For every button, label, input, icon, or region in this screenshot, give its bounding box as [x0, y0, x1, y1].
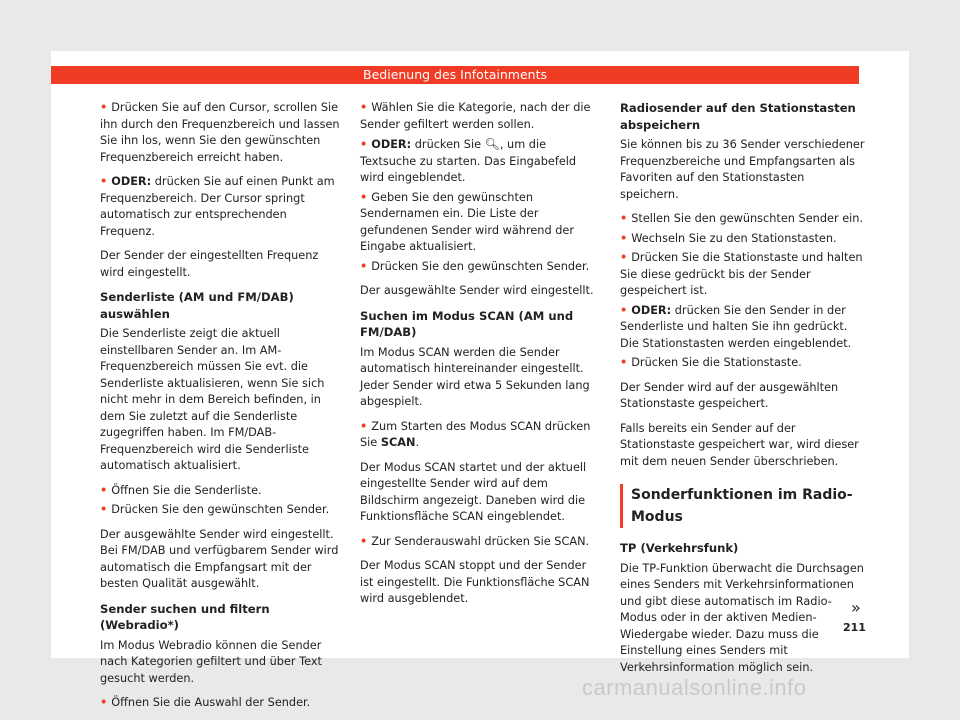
- list-item: • Drücken Sie den gewünschten Sender.: [100, 502, 340, 519]
- search-icon: 🔍︎: [484, 137, 500, 151]
- paragraph: Der ausgewählte Sender wird eingestellt. Bei FM/DAB und verfügbarem Sender wird automatisch die Empfangsart mit der besten Qualität ausgewählt.: [100, 527, 339, 590]
- list-item: • Wählen Sie die Kategorie, nach der die Sender gefiltert werden sollen.: [360, 100, 600, 133]
- paragraph: Die TP-Funktion überwacht die Durchsagen eines Senders mit Verkehrsinformationen und gibt diese automatisch im Radio-Modus oder in der aktiven Medien-Wiedergabe wieder. Dazu muss die Einstellung eines Senders mit Verkehrsinformation möglich sein.: [620, 561, 864, 674]
- paragraph: Im Modus SCAN werden die Sender automatisch hintereinander eingestellt. Jeder Sender wird etwa 5 Sekunden lang abgespielt.: [360, 345, 590, 408]
- paragraph: Der Modus SCAN startet und der aktuell eingestellte Sender wird auf dem Bildschirm angezeigt. Daneben wird die Funktionsfläche SCAN eingeblendet.: [360, 460, 587, 523]
- list-item: • Drücken Sie die Stationstaste.: [620, 355, 865, 372]
- paragraph: Der Sender wird auf der ausgewählten Stationstaste gespeichert.: [620, 380, 839, 410]
- column-1: [100, 100, 340, 720]
- page-number: 211: [843, 621, 866, 634]
- paragraph: Der Sender der eingestellten Frequenz wird eingestellt.: [100, 249, 319, 279]
- list-item: • Geben Sie den gewünschten Sendernamen ein. Die Liste der gefundenen Sender wird während der Eingabe aktualisiert.: [360, 190, 600, 256]
- column-3: [620, 100, 865, 684]
- list-item: • Zur Senderauswahl drücken Sie SCAN.: [360, 534, 600, 551]
- paragraph: Falls bereits ein Sender auf der Stationstaste gespeichert war, wird dieser mit dem neuen Sender überschrieben.: [620, 421, 859, 468]
- list-item: • Drücken Sie die Stationstaste und halten Sie diese gedrückt bis der Sender gespeichert ist.: [620, 250, 865, 300]
- list-item: • ODER: drücken Sie den Sender in der Senderliste und halten Sie ihn gedrückt. Die Stationstasten werden eingeblendet.: [620, 303, 865, 353]
- paragraph: Der ausgewählte Sender wird eingestellt.: [360, 284, 594, 297]
- list-item: • Stellen Sie den gewünschten Sender ein.: [620, 211, 865, 228]
- list-item: • ODER: drücken Sie auf einen Punkt am Frequenzbereich. Der Cursor springt automatisch zur entsprechenden Frequenz.: [100, 174, 340, 240]
- section-header: Bedienung des Infotainments: [51, 66, 859, 84]
- list-item: • Wechseln Sie zu den Stationstasten.: [620, 231, 865, 248]
- paragraph: Die Senderliste zeigt die aktuell einstellbaren Sender an. Im AM-Frequenzbereich müssen Sie evt. die Senderliste aktualisieren, wenn Sie sich nicht mehr in dem Bereich befinden, in dem Sie zuletzt auf die Senderliste zugegriffen haben. Im FM/DAB-Frequenzbereich wird die Senderliste automatisch aktualisiert.: [100, 327, 325, 472]
- paragraph: Der Modus SCAN stoppt und der Sender ist eingestellt. Die Funktionsfläche SCAN wird ausgeblendet.: [360, 559, 590, 605]
- list-item: • Drücken Sie den gewünschten Sender.: [360, 259, 600, 276]
- subheading: Sender suchen und filtern (Webradio*): [100, 601, 270, 632]
- paragraph: Im Modus Webradio können die Sender nach Kategorien gefiltert und über Text gesucht werden.: [100, 638, 322, 685]
- paragraph: Sie können bis zu 36 Sender verschiedener Frequenzbereiche und Empfangsarten als Favoriten auf den Stationstasten speichern.: [620, 138, 865, 201]
- subheading: Radiosender auf den Stationstasten abspeichern: [620, 101, 856, 132]
- list-item: • Öffnen Sie die Auswahl der Sender.: [100, 695, 340, 712]
- continue-arrow-icon: »: [851, 598, 861, 617]
- watermark: carmanualsonline.info: [582, 675, 807, 700]
- subheading: Suchen im Modus SCAN (AM und FM/DAB): [360, 308, 574, 339]
- subheading: TP (Verkehrsfunk): [620, 541, 739, 555]
- section-title: Sonderfunktionen im Radio-Modus: [620, 484, 865, 528]
- list-item: • ODER: drücken Sie 🔍︎, um die Textsuche zu starten. Das Eingabefeld wird eingeblendet.: [360, 136, 600, 187]
- column-2: [360, 100, 600, 616]
- subheading: Senderliste (AM und FM/DAB) auswählen: [100, 290, 294, 321]
- list-item: • Öffnen Sie die Senderliste.: [100, 483, 340, 500]
- list-item: • Drücken Sie auf den Cursor, scrollen Sie ihn durch den Frequenzbereich und lassen Sie ihn los, wenn Sie den gewünschten Frequenzbereich erreicht haben.: [100, 100, 340, 166]
- list-item: • Zum Starten des Modus SCAN drücken Sie SCAN.: [360, 419, 600, 452]
